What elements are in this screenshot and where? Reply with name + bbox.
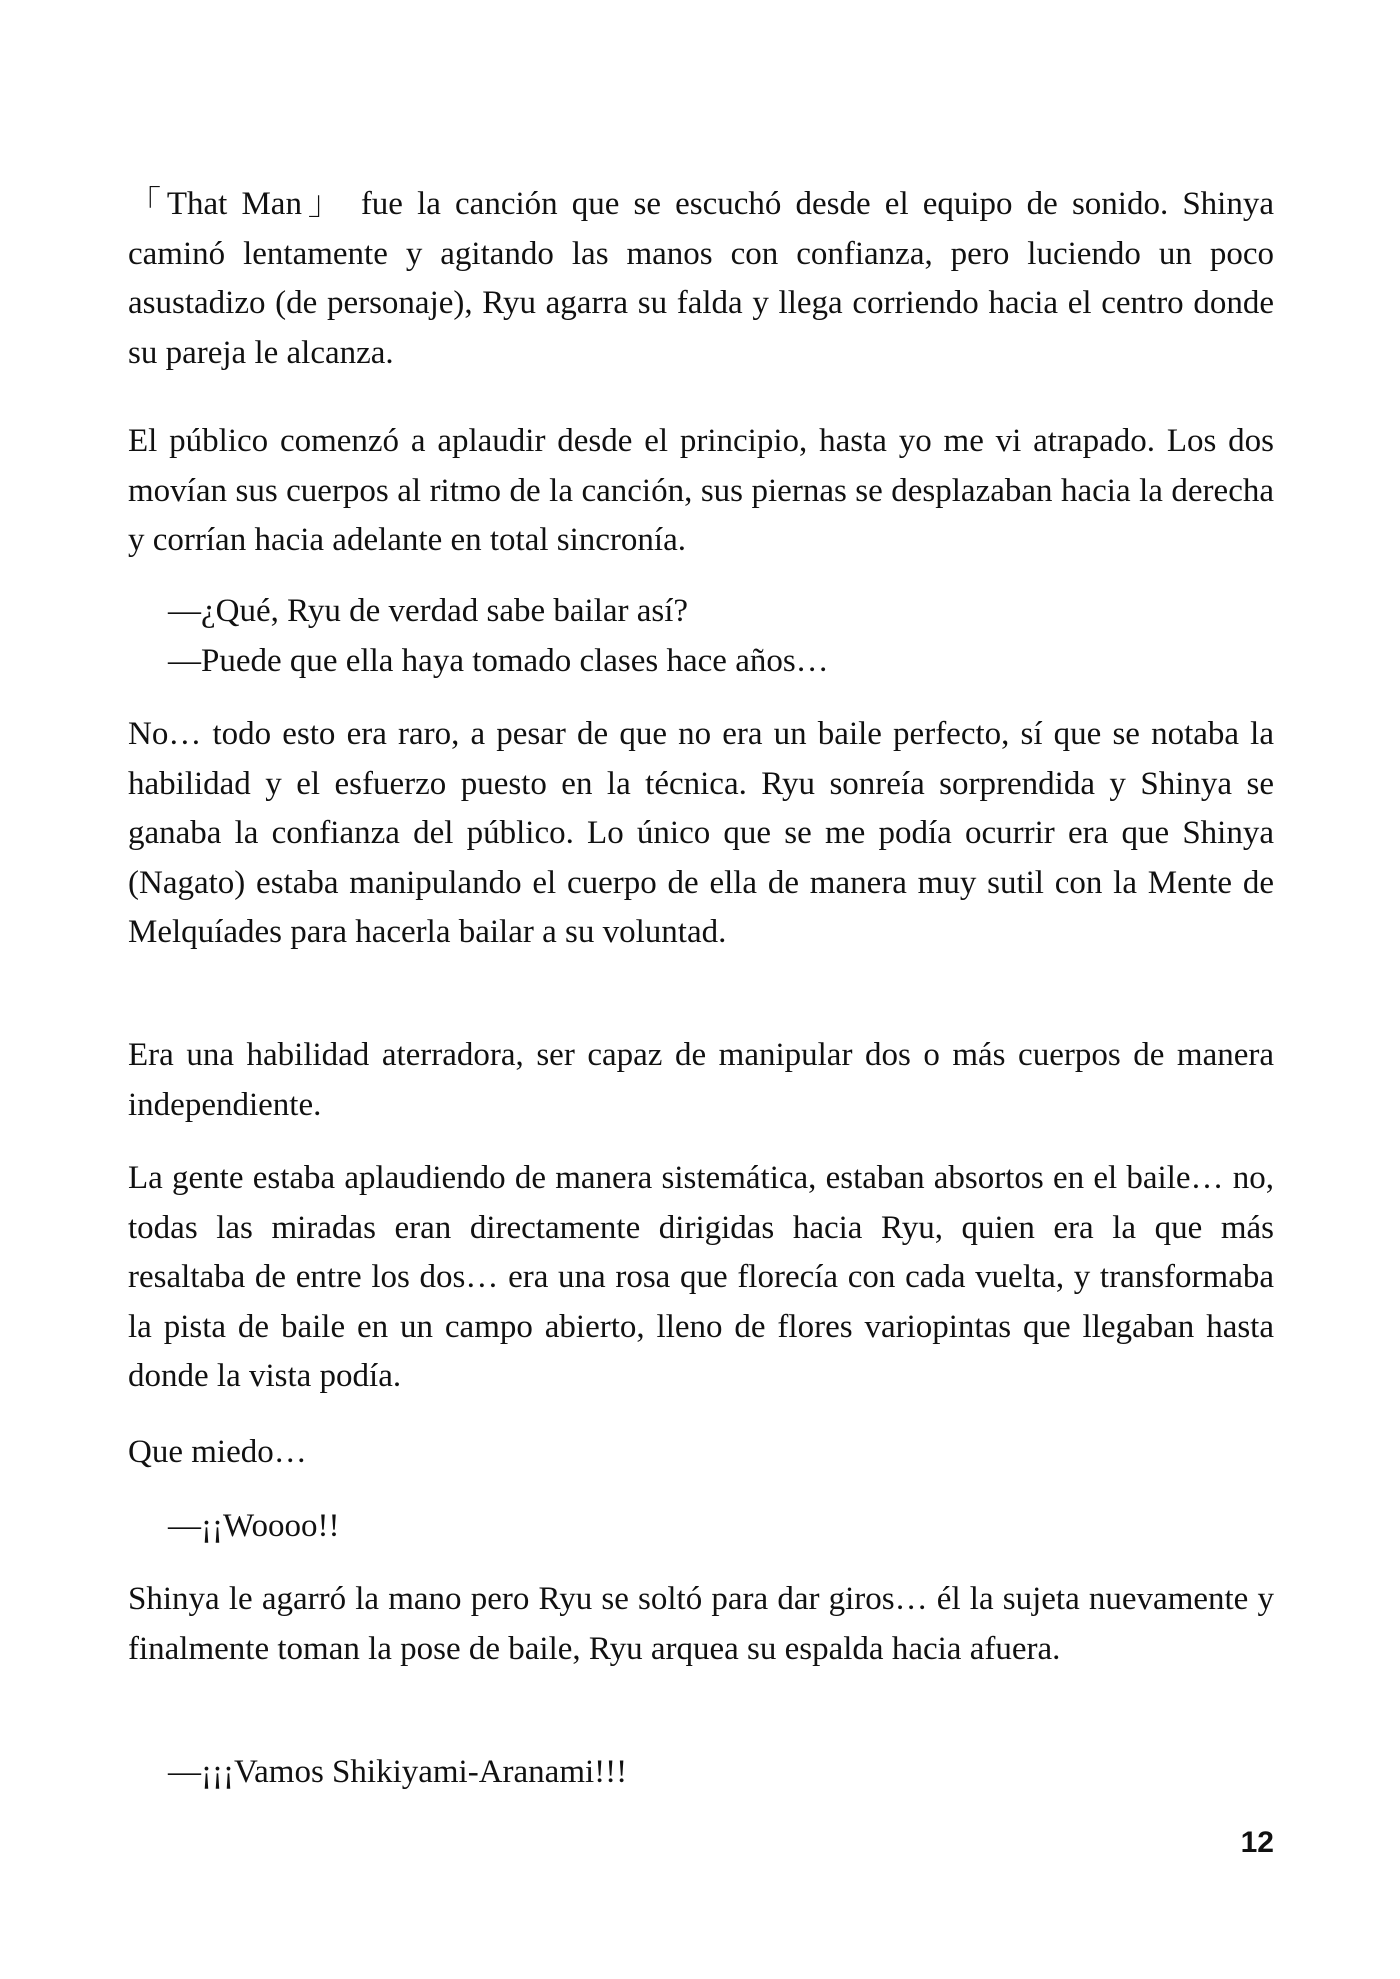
dialogue-line-1: —¿Qué, Ryu de verdad sabe bailar así? [168,593,689,629]
paragraph-7: Shinya le agarró la mano pero Ryu se soltó para dar giros… él la sujeta nuevamente y finalmente toman la pose de baile, Ryu arquea su espalda hacia afuera. [128,1581,1274,1667]
dialogue-line-3: —¡¡Woooo!! [168,1508,340,1544]
dialogue-line-4: —¡¡¡Vamos Shikiyami-Aranami!!! [168,1754,628,1790]
page-number: 12 [1240,1826,1274,1859]
paragraph-1: 「That Man」 fue la canción que se escuchó desde el equipo de sonido. Shinya caminó lentamente y agitando las manos con confianza, pero luciendo un poco asustadizo (de personaje), Ryu agarra su falda y llega corriendo hacia el centro donde su pareja le alcanza. [128,186,1274,371]
paragraph-5: La gente estaba aplaudiendo de manera sistemática, estaban absortos en el baile… no, todas las miradas eran directamente dirigidas hacia Ryu, quien era la que más resaltaba de entre los dos… era una rosa que florecía con cada vuelta, y transformaba la pista de baile en un campo abierto, lleno de flores variopintas que llegaban hasta donde la vista podía. [128,1160,1274,1394]
paragraph-2: El público comenzó a aplaudir desde el principio, hasta yo me vi atrapado. Los dos movían sus cuerpos al ritmo de la canción, sus piernas se desplazaban hacia la derecha y corrían hacia adelante en total sincronía. [128,423,1274,558]
paragraph-3: No… todo esto era raro, a pesar de que no era un baile perfecto, sí que se notaba la habilidad y el esfuerzo puesto en la técnica. Ryu sonreía sorprendida y Shinya se ganaba la confianza del público. Lo único que se me podía ocurrir era que Shinya (Nagato) estaba manipulando el cuerpo de ella de manera muy sutil con la Mente de Melquíades para hacerla bailar a su voluntad. [128,716,1274,950]
dialogue-line-2: —Puede que ella haya tomado clases hace años… [168,643,829,679]
paragraph-4: Era una habilidad aterradora, ser capaz de manipular dos o más cuerpos de manera independiente. [128,1037,1274,1123]
paragraph-6: Que miedo… [128,1434,307,1470]
